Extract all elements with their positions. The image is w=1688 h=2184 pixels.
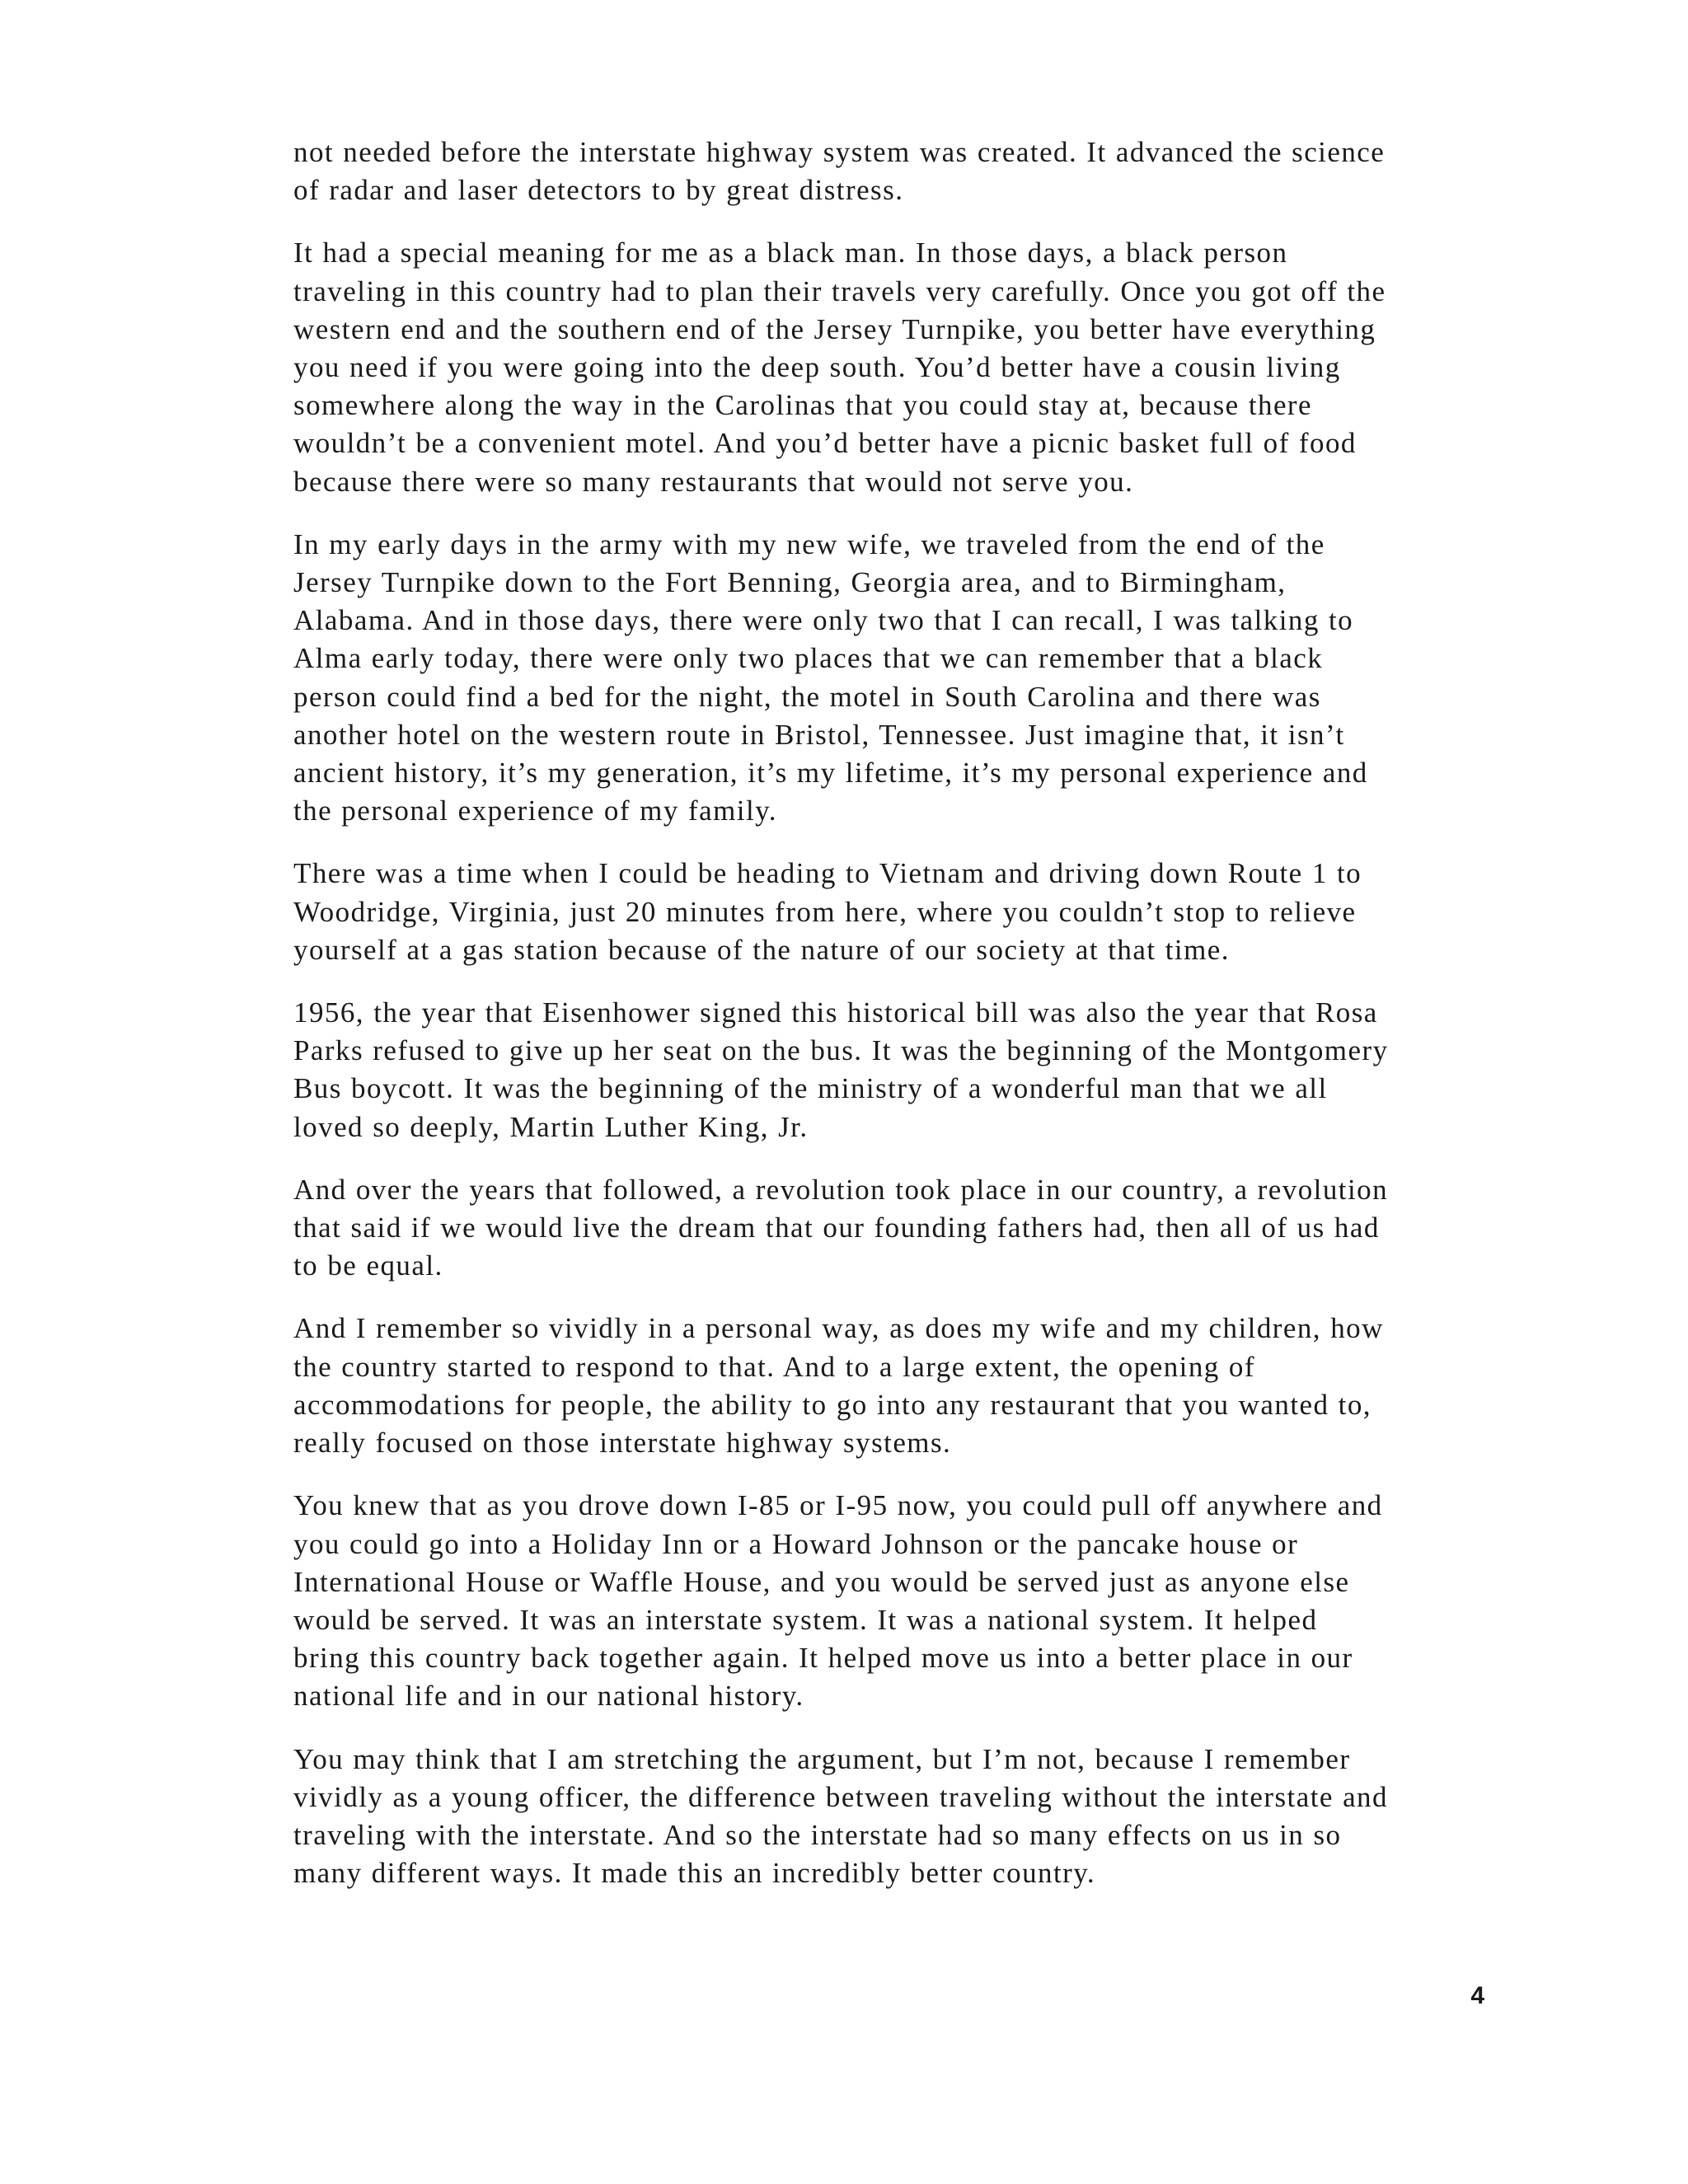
text-line: the country started to respond to that. And to a large extent, the opening of xyxy=(293,1350,1255,1383)
paragraph xyxy=(293,134,1497,209)
text-line: to be equal. xyxy=(293,1249,443,1282)
text-line: traveling with the interstate. And so the interstate had so many effects on us in so xyxy=(293,1818,1342,1851)
text-line: wouldn’t be a convenient motel. And you’d better have a picnic basket full of food xyxy=(293,427,1357,460)
text-line: vividly as a young officer, the difference between traveling without the interstate and xyxy=(293,1780,1388,1813)
text-line: accommodations for people, the ability to go into any restaurant that you wanted to, xyxy=(293,1388,1372,1421)
paragraph xyxy=(293,526,1497,831)
text-line: bring this country back together again. It helped move us into a better place in our xyxy=(293,1642,1353,1675)
paragraph xyxy=(293,1741,1497,1893)
text-line: Alma early today, there were only two places that we can remember that a black xyxy=(293,642,1324,675)
text-line: yourself at a gas station because of the nature of our society at that time. xyxy=(293,933,1230,966)
paragraph xyxy=(293,994,1497,1146)
text-line: really focused on those interstate highway systems. xyxy=(293,1427,952,1460)
text-line: many different ways. It made this an incredibly better country. xyxy=(293,1857,1096,1890)
page-number: 4 xyxy=(1470,1982,1484,2009)
text-line: You knew that as you drove down I-85 or I-95 now, you could pull off anywhere and xyxy=(293,1489,1383,1522)
text-line: somewhere along the way in the Carolinas that you could stay at, because there xyxy=(293,389,1313,422)
text-line: the personal experience of my family. xyxy=(293,794,777,827)
text-line: you could go into a Holiday Inn or a Howard Johnson or the pancake house or xyxy=(293,1527,1299,1560)
text-line: because there were so many restaurants that would not serve you. xyxy=(293,465,1134,498)
text-line: There was a time when I could be heading to Vietnam and driving down Route 1 to xyxy=(293,857,1362,890)
paragraph xyxy=(293,855,1497,969)
text-line: of radar and laser detectors to by great distress. xyxy=(293,174,904,207)
text-line: International House or Waffle House, and you would be served just as anyone else xyxy=(293,1565,1350,1598)
paragraph xyxy=(293,1310,1497,1462)
text-line: 1956, the year that Eisenhower signed this historical bill was also the year that Rosa xyxy=(293,996,1378,1029)
text-line: And I remember so vividly in a personal way, as does my wife and my children, how xyxy=(293,1312,1384,1345)
text-line: traveling in this country had to plan their travels very carefully. Once you got off the xyxy=(293,274,1386,307)
text-line: western end and the southern end of the Jersey Turnpike, you better have everything xyxy=(293,312,1376,345)
text-line: Bus boycott. It was the beginning of the ministry of a wonderful man that we all xyxy=(293,1072,1328,1105)
text-line: And over the years that followed, a revolution took place in our country, a revolution xyxy=(293,1173,1389,1206)
paragraph xyxy=(293,1171,1497,1286)
text-line: Parks refused to give up her seat on the bus. It was the beginning of the Montgomery xyxy=(293,1034,1389,1067)
text-line: Woodridge, Virginia, just 20 minutes from here, where you couldn’t stop to relieve xyxy=(293,895,1357,928)
text-line: Jersey Turnpike down to the Fort Benning, Georgia area, and to Birmingham, xyxy=(293,566,1287,599)
text-line: that said if we would live the dream that our founding fathers had, then all of us had xyxy=(293,1212,1380,1244)
text-line: You may think that I am stretching the argument, but I’m not, because I remember xyxy=(293,1742,1351,1775)
text-line: Alabama. And in those days, there were only two that I can recall, I was talking to xyxy=(293,604,1354,637)
text-line: It had a special meaning for me as a black man. In those days, a black person xyxy=(293,237,1288,269)
paragraph xyxy=(293,1487,1497,1715)
body-text xyxy=(293,134,1497,1917)
paragraph xyxy=(293,234,1497,500)
text-line: not needed before the interstate highway system was created. It advanced the science xyxy=(293,136,1386,168)
text-line: In my early days in the army with my new wife, we traveled from the end of the xyxy=(293,527,1325,560)
text-line: person could find a bed for the night, the motel in South Carolina and there was xyxy=(293,680,1321,713)
text-line: another hotel on the western route in Bristol, Tennessee. Just imagine that, it isn’t xyxy=(293,718,1345,751)
text-line: would be served. It was an interstate system. It was a national system. It helped xyxy=(293,1603,1318,1636)
text-line: loved so deeply, Martin Luther King, Jr. xyxy=(293,1110,809,1143)
text-line: you need if you were going into the deep south. You’d better have a cousin living xyxy=(293,351,1341,384)
text-line: national life and in our national history. xyxy=(293,1680,804,1713)
text-line: ancient history, it’s my generation, it’s my lifetime, it’s my personal experience and xyxy=(293,757,1368,790)
